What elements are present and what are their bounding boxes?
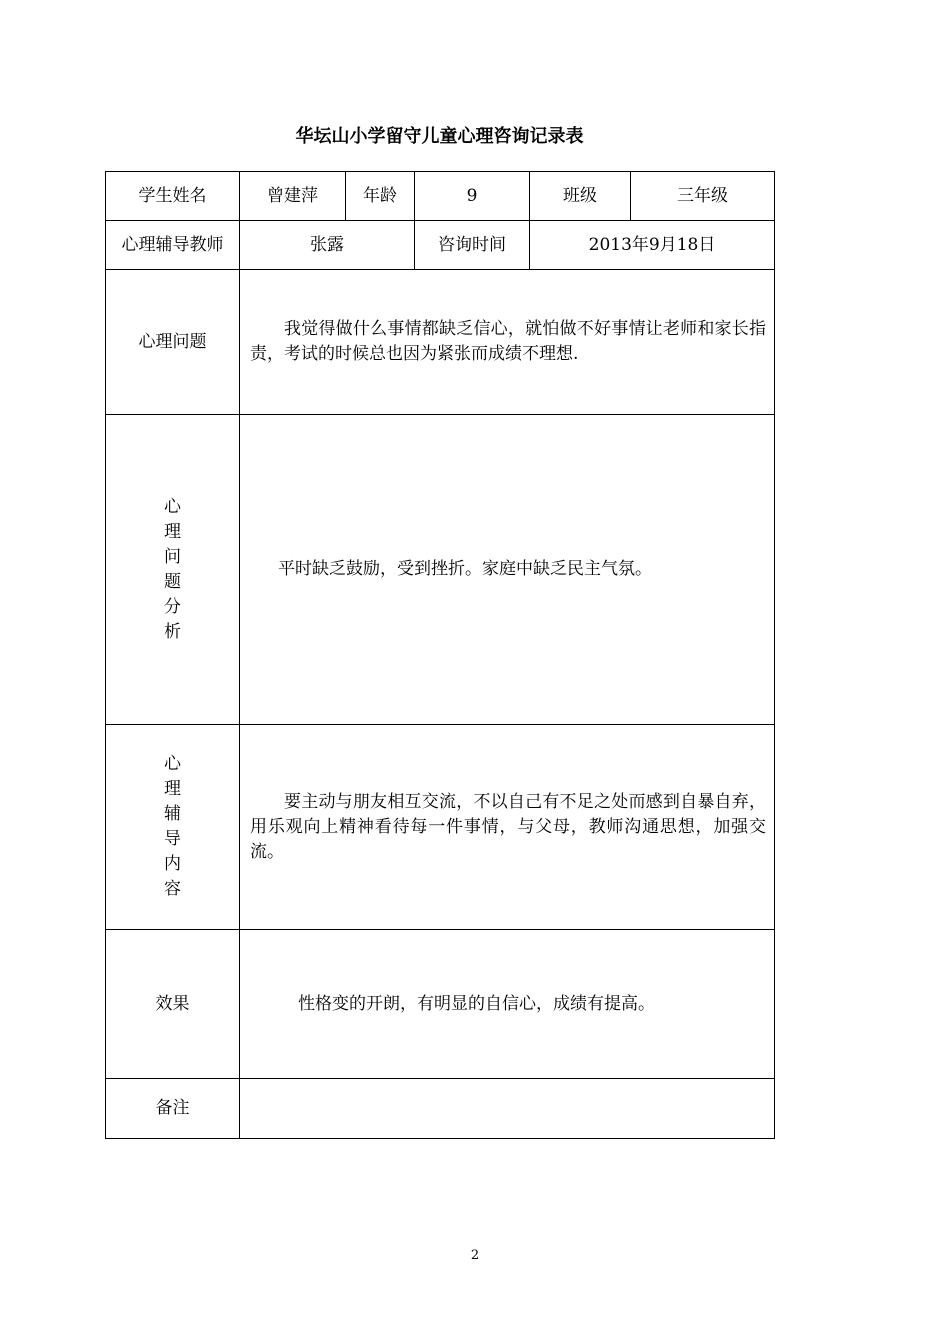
consult-time-label: 咨询时间 [415, 221, 530, 270]
problem-row [106, 270, 775, 415]
guidance-text: 要主动与朋友相互交流，不以自己有不足之处而感到自暴自弃，用乐观向上精神看待每一件事情，与父母，教师沟通思想，加强交流。 [250, 791, 766, 862]
analysis-label: 心理问题分析 [163, 496, 181, 642]
teacher-value: 张露 [240, 221, 415, 270]
student-name-label: 学生姓名 [106, 172, 240, 221]
remarks-row [106, 1079, 775, 1139]
remarks-value [240, 1079, 775, 1139]
guidance-label: 心理辅导内容 [163, 754, 181, 899]
age-value: 9 [415, 172, 530, 221]
analysis-text: 平时缺乏鼓励，受到挫折。家庭中缺乏民主气氛。 [278, 559, 652, 579]
teacher-label: 心理辅导教师 [106, 221, 240, 270]
analysis-row [106, 415, 775, 725]
age-label: 年龄 [346, 172, 415, 221]
consultation-record-table [105, 171, 775, 1139]
student-info-row [106, 172, 775, 221]
teacher-info-row [106, 221, 775, 270]
effect-row [106, 930, 775, 1079]
effect-label: 效果 [106, 930, 240, 1079]
problem-label: 心理问题 [106, 270, 240, 415]
page-number: 2 [470, 1248, 480, 1263]
remarks-label: 备注 [106, 1079, 240, 1139]
class-label: 班级 [530, 172, 631, 221]
consult-time-value: 2013年9月18日 [530, 221, 775, 270]
guidance-row [106, 725, 775, 930]
class-value: 三年级 [631, 172, 775, 221]
student-name-value: 曾建萍 [240, 172, 346, 221]
problem-text: 我觉得做什么事情都缺乏信心，就怕做不好事情让老师和家长指责，考试的时候总也因为紧张而成绩不理想. [250, 319, 766, 364]
document-title: 华坛山小学留守儿童心理咨询记录表 [295, 126, 584, 147]
effect-text: 性格变的开朗，有明显的自信心，成绩有提高。 [298, 993, 655, 1014]
